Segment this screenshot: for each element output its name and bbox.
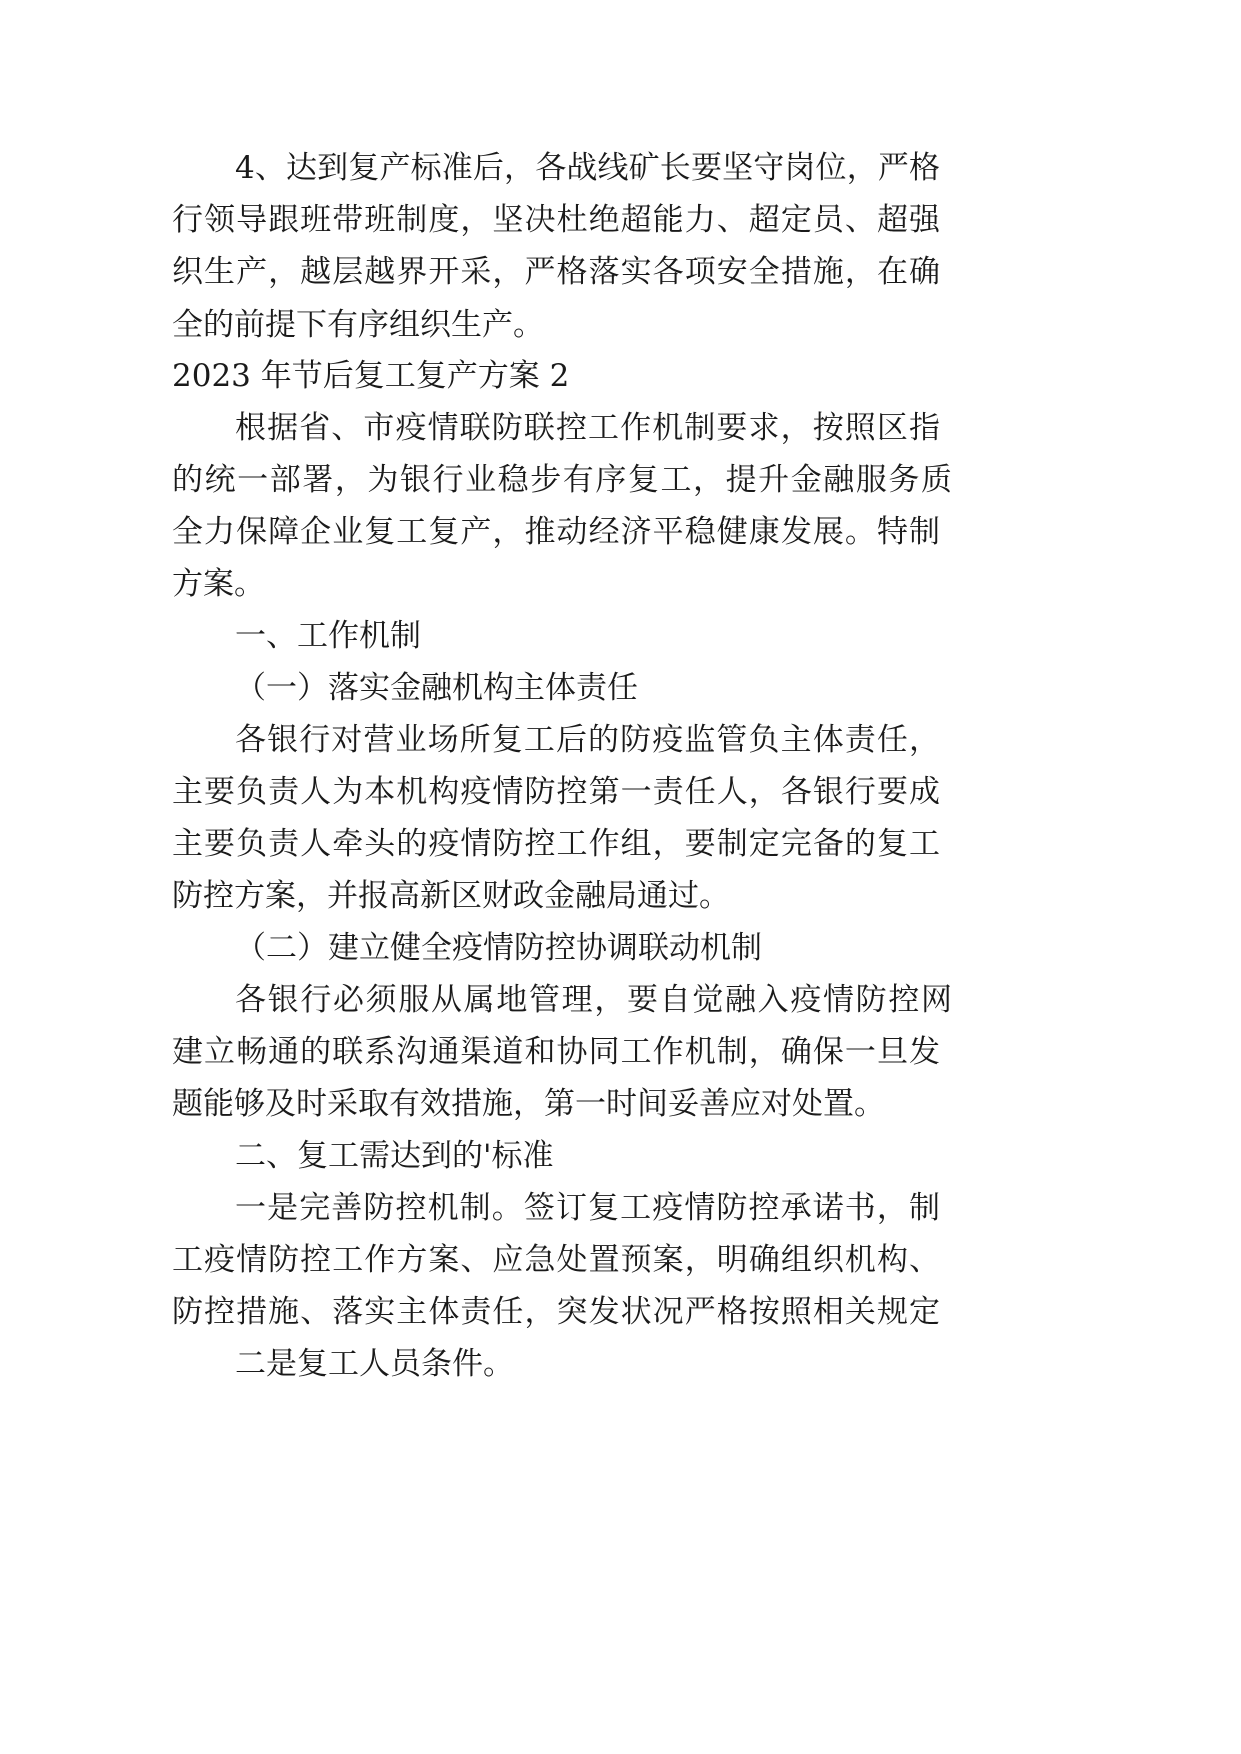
paragraph-line: 题能够及时采取有效措施，第一时间妥善应对处置。 bbox=[172, 1086, 885, 1122]
paragraph-line: 行领导跟班带班制度，坚决杜绝超能力、超定员、超强 bbox=[172, 202, 940, 238]
section-title: 2023 年节后复工复产方案 2 bbox=[172, 358, 570, 394]
paragraph-line: 各银行必须服从属地管理，要自觉融入疫情防控网 bbox=[235, 982, 952, 1018]
paragraph-line: 根据省、市疫情联防联控工作机制要求，按照区指 bbox=[235, 410, 940, 446]
paragraph-line: 方案。 bbox=[172, 566, 265, 602]
paragraph-line: 防控方案，并报高新区财政金融局通过。 bbox=[172, 878, 730, 914]
paragraph-line: 织生产，越层越界开采，严格落实各项安全措施，在确 bbox=[172, 254, 940, 290]
paragraph-line: 工疫情防控工作方案、应急处置预案，明确组织机构、 bbox=[172, 1242, 940, 1278]
paragraph-line: 各银行对营业场所复工后的防疫监管负主体责任， bbox=[235, 722, 940, 758]
heading: 一、工作机制 bbox=[235, 618, 421, 654]
paragraph-line: 4、达到复产标准后，各战线矿长要坚守岗位，严格 bbox=[235, 150, 940, 186]
paragraph-line: 一是完善防控机制。签订复工疫情防控承诺书，制 bbox=[235, 1190, 940, 1226]
paragraph-line: 全力保障企业复工复产，推动经济平稳健康发展。特制 bbox=[172, 514, 940, 550]
paragraph-line: 二是复工人员条件。 bbox=[235, 1346, 514, 1382]
subheading: （二）建立健全疫情防控协调联动机制 bbox=[235, 930, 762, 966]
paragraph-line: 防控措施、落实主体责任，突发状况严格按照相关规定 bbox=[172, 1294, 940, 1330]
heading: 二、复工需达到的'标准 bbox=[235, 1138, 554, 1174]
paragraph-line: 建立畅通的联系沟通渠道和协同工作机制，确保一旦发 bbox=[172, 1034, 940, 1070]
paragraph-line: 的统一部署，为银行业稳步有序复工，提升金融服务质 bbox=[172, 462, 952, 498]
subheading: （一）落实金融机构主体责任 bbox=[235, 670, 638, 706]
paragraph-line: 全的前提下有序组织生产。 bbox=[172, 307, 544, 343]
paragraph-line: 主要负责人为本机构疫情防控第一责任人，各银行要成 bbox=[172, 774, 940, 810]
paragraph-line: 主要负责人牵头的疫情防控工作组，要制定完备的复工 bbox=[172, 826, 940, 862]
